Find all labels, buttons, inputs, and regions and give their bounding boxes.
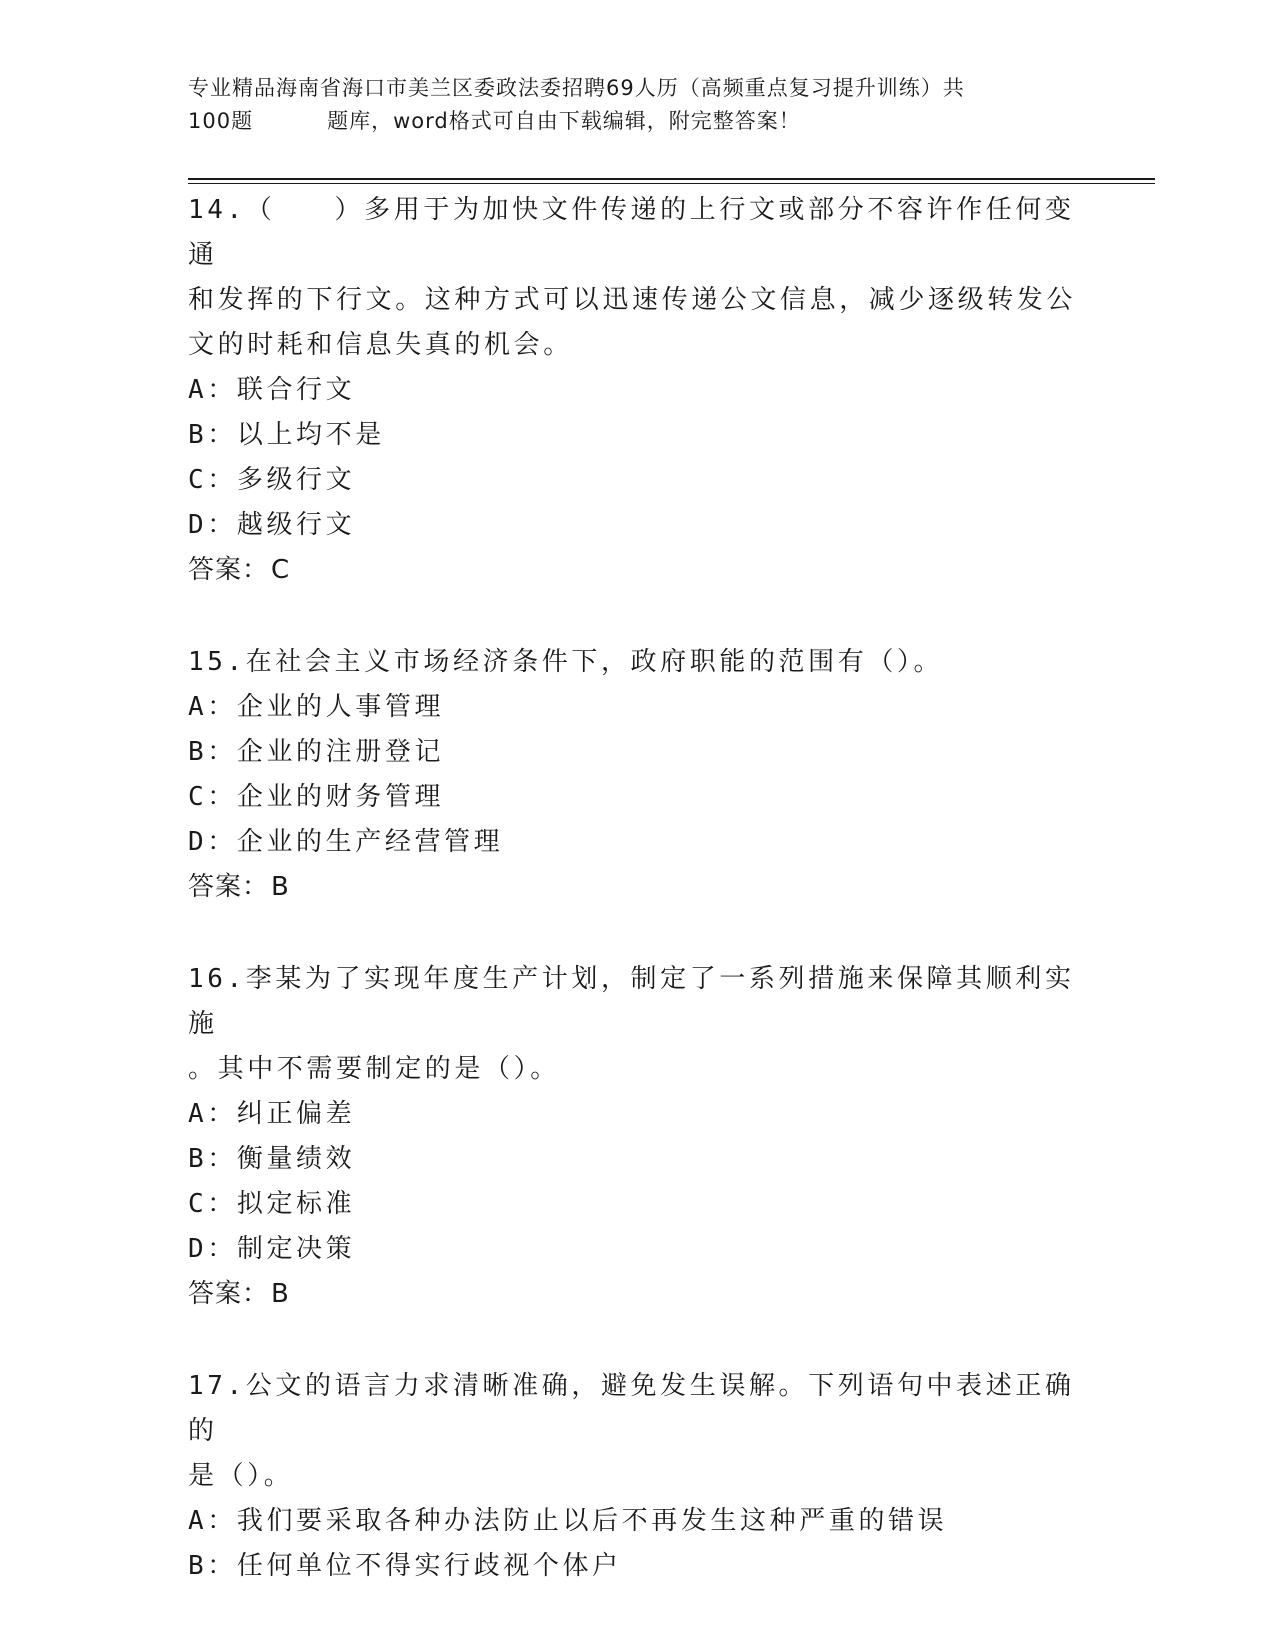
option-c: C：企业的财务管理 bbox=[188, 782, 445, 812]
answer bbox=[188, 548, 1088, 593]
question-list bbox=[188, 188, 1088, 1589]
question-stem-line: 15.在社会主义市场经济条件下，政府职能的范围有（）。 bbox=[188, 647, 944, 677]
option-a: A：纠正偏差 bbox=[188, 1099, 356, 1129]
header-title-line-1: 专业精品海南省海口市美兰区委政法委招聘69人历（高频重点复习提升训练）共 bbox=[188, 76, 965, 100]
question-16 bbox=[188, 957, 1088, 1317]
header-question-count: 100题 bbox=[188, 109, 254, 133]
option-b: B：任何单位不得实行歧视个体户 bbox=[188, 1551, 622, 1581]
question-stem-line: 16.李某为了实现年度生产计划，制定了一系列措施来保障其顺利实施 bbox=[188, 964, 1075, 1039]
option-d: D：制定决策 bbox=[188, 1234, 356, 1264]
answer bbox=[188, 1272, 1088, 1317]
question-17 bbox=[188, 1364, 1088, 1589]
option-a: A：企业的人事管理 bbox=[188, 692, 445, 722]
question-stem-line: 14.（ ）多用于为加快文件传递的上行文或部分不容许作任何变通 bbox=[188, 195, 1075, 270]
option-c: C：拟定标准 bbox=[188, 1189, 356, 1219]
question-stem-line: 。其中不需要制定的是（）。 bbox=[188, 1054, 560, 1084]
header-divider-thin bbox=[188, 183, 1155, 184]
option-b: B：以上均不是 bbox=[188, 420, 385, 450]
option-c: C：多级行文 bbox=[188, 465, 356, 495]
document-header bbox=[188, 72, 1088, 138]
question-15 bbox=[188, 640, 1088, 910]
option-a: A：联合行文 bbox=[188, 375, 356, 405]
header-divider-thick bbox=[188, 178, 1155, 180]
answer-label: 答案： bbox=[188, 555, 270, 585]
option-d: D：越级行文 bbox=[188, 510, 356, 540]
answer-value: C bbox=[271, 555, 291, 585]
option-d: D：企业的生产经营管理 bbox=[188, 827, 504, 857]
question-stem-line: 17.公文的语言力求清晰准确，避免发生误解。下列语句中表述正确的 bbox=[188, 1371, 1075, 1446]
question-14 bbox=[188, 188, 1088, 593]
answer-value: B bbox=[271, 872, 290, 902]
question-stem-line: 和发挥的下行文。这种方式可以迅速传递公文信息，减少逐级转发公 bbox=[188, 285, 1077, 315]
header-description: 题库，word格式可自由下载编辑，附完整答案！ bbox=[327, 109, 801, 133]
header-title-line-2 bbox=[188, 105, 1088, 138]
option-b: B：衡量绩效 bbox=[188, 1144, 356, 1174]
answer-label: 答案： bbox=[188, 1279, 270, 1309]
question-stem-line: 文的时耗和信息失真的机会。 bbox=[188, 330, 573, 360]
option-a: A：我们要采取各种办法防止以后不再发生这种严重的错误 bbox=[188, 1506, 948, 1536]
answer-value: B bbox=[271, 1279, 290, 1309]
question-stem-line: 是（）。 bbox=[188, 1461, 294, 1491]
answer-label: 答案： bbox=[188, 872, 270, 902]
answer bbox=[188, 865, 1088, 910]
option-b: B：企业的注册登记 bbox=[188, 737, 445, 767]
